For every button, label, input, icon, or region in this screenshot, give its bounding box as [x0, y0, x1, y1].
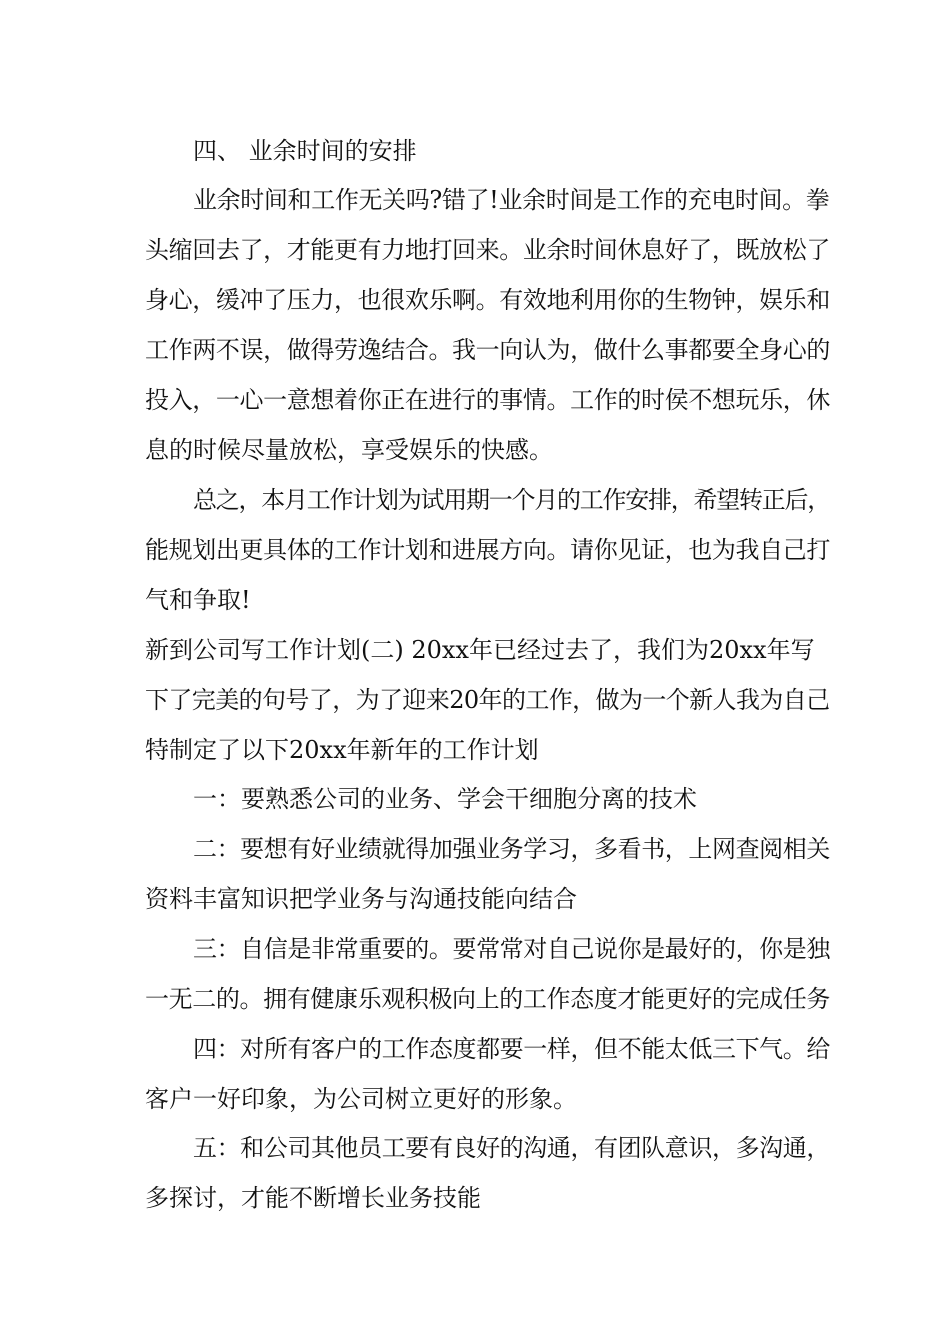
list-item: 一：要熟悉公司的业务、学会干细胞分离的技术 [193, 785, 697, 813]
list-item: 五：和公司其他员工要有良好的沟通，有团队意识，多沟通， [193, 1134, 830, 1162]
paragraph-line: 气和争取! [145, 586, 251, 614]
paragraph-line: 客户一好印象，为公司树立更好的形象。 [145, 1085, 577, 1113]
paragraph-line: 业余时间和工作无关吗?错了!业余时间是工作的充电时间。拳 [193, 186, 830, 214]
paragraph-line: 头缩回去了，才能更有力地打回来。业余时间休息好了，既放松了 [145, 236, 830, 264]
paragraph-line: 能规划出更具体的工作计划和进展方向。请你见证，也为我自己打 [145, 536, 830, 564]
section-title-line: 新到公司写工作计划(二) 20xx年已经过去了，我们为20xx年写 [145, 636, 815, 664]
paragraph-line: 多探讨，才能不断增长业务技能 [145, 1184, 481, 1212]
list-item: 二：要想有好业绩就得加强业务学习，多看书，上网查阅相关 [193, 835, 830, 863]
paragraph-line: 工作两不误，做得劳逸结合。我一向认为，做什么事都要全身心的 [145, 336, 830, 364]
list-item: 四：对所有客户的工作态度都要一样，但不能太低三下气。给 [193, 1035, 830, 1063]
paragraph-line: 总之，本月工作计划为试用期一个月的工作安排，希望转正后， [193, 486, 830, 514]
paragraph-line: 特制定了以下20xx年新年的工作计划 [145, 736, 539, 764]
list-item: 三：自信是非常重要的。要常常对自己说你是最好的，你是独 [193, 935, 830, 963]
paragraph-line: 投入，一心一意想着你正在进行的事情。工作的时侯不想玩乐，休 [145, 386, 830, 414]
paragraph-line: 一无二的。拥有健康乐观积极向上的工作态度才能更好的完成任务 [145, 985, 830, 1013]
paragraph-line: 息的时候尽量放松，享受娱乐的快感。 [145, 436, 553, 464]
paragraph-line: 下了完美的句号了，为了迎来20年的工作，做为一个新人我为自己 [145, 686, 830, 714]
paragraph-line: 资料丰富知识把学业务与沟通技能向结合 [145, 885, 577, 913]
paragraph-line: 身心，缓冲了压力，也很欢乐啊。有效地利用你的生物钟，娱乐和 [145, 286, 830, 314]
section-heading: 四、 业余时间的安排 [193, 137, 417, 165]
